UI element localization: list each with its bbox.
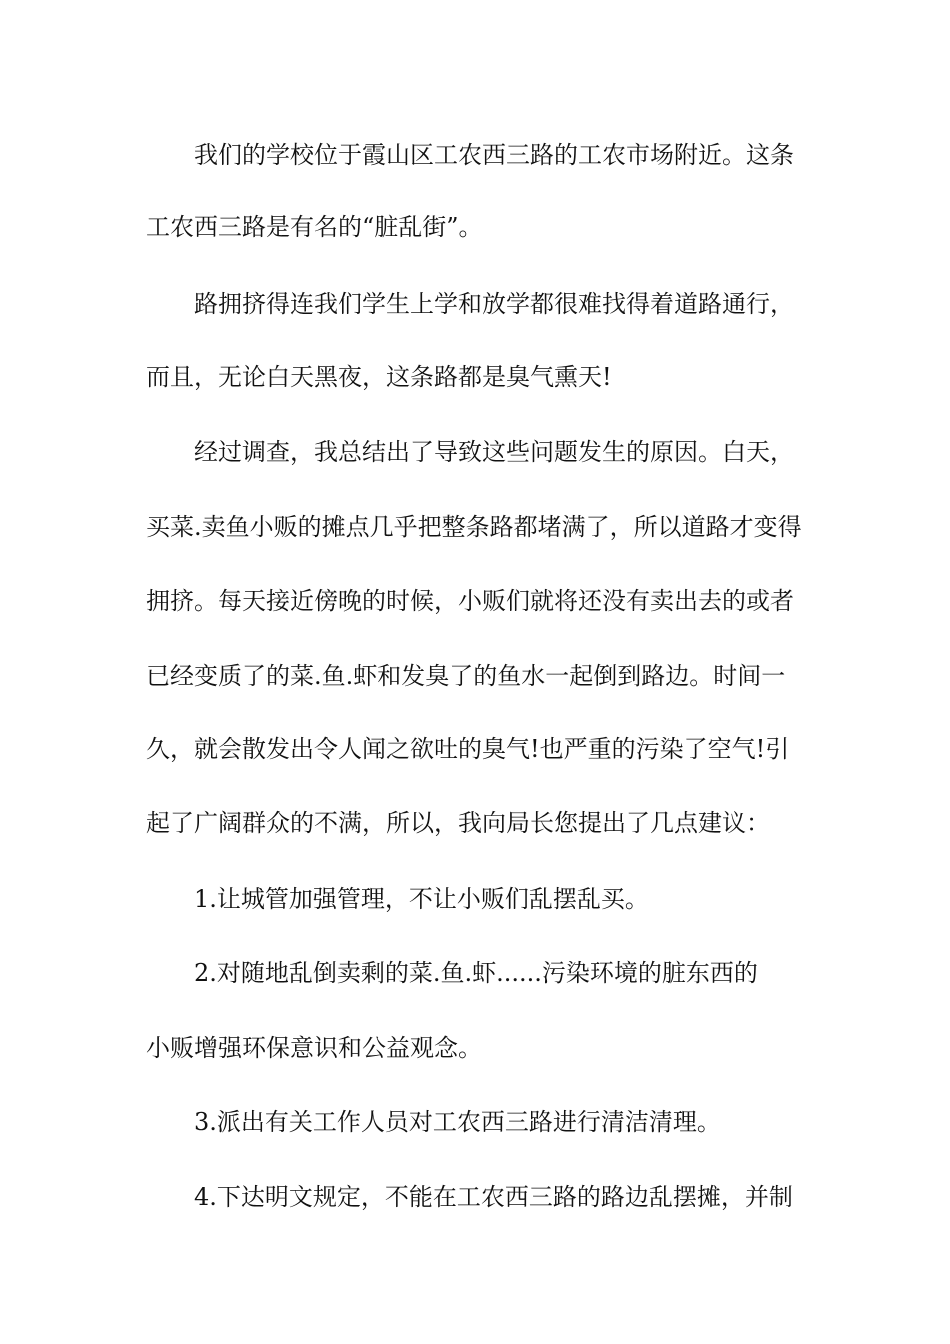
- paragraph-line: 买菜.卖鱼小贩的摊点几乎把整条路都堵满了，所以道路才变得: [146, 513, 802, 541]
- paragraph-line: 久，就会散发出令人闻之欲吐的臭气!也严重的污染了空气!引: [146, 735, 790, 763]
- paragraph-line: 工农西三路是有名的“脏乱街”。: [146, 213, 483, 241]
- paragraph-line: 经过调查，我总结出了导致这些问题发生的原因。白天，: [194, 438, 794, 466]
- list-item: 1.让城管加强管理，不让小贩们乱摆乱买。: [194, 885, 649, 913]
- paragraph-line: 小贩增强环保意识和公益观念。: [146, 1034, 482, 1062]
- paragraph-line: 起了广阔群众的不满，所以，我向局长您提出了几点建议：: [146, 809, 770, 837]
- paragraph-line: 而且，无论白天黑夜，这条路都是臭气熏天!: [146, 363, 612, 391]
- paragraph-line: 我们的学校位于霞山区工农西三路的工农市场附近。这条: [194, 141, 794, 169]
- list-item: 3.派出有关工作人员对工农西三路进行清洁清理。: [194, 1108, 721, 1136]
- paragraph-line: 拥挤。每天接近傍晚的时候，小贩们就将还没有卖出去的或者: [146, 587, 794, 615]
- list-item: 4.下达明文规定，不能在工农西三路的路边乱摆摊，并制: [194, 1183, 793, 1211]
- list-item: 2.对随地乱倒卖剩的菜.鱼.虾......污染环境的脏东西的: [194, 959, 758, 987]
- paragraph-line: 已经变质了的菜.鱼.虾和发臭了的鱼水一起倒到路边。时间一: [146, 662, 786, 690]
- paragraph-line: 路拥挤得连我们学生上学和放学都很难找得着道路通行，: [194, 290, 794, 318]
